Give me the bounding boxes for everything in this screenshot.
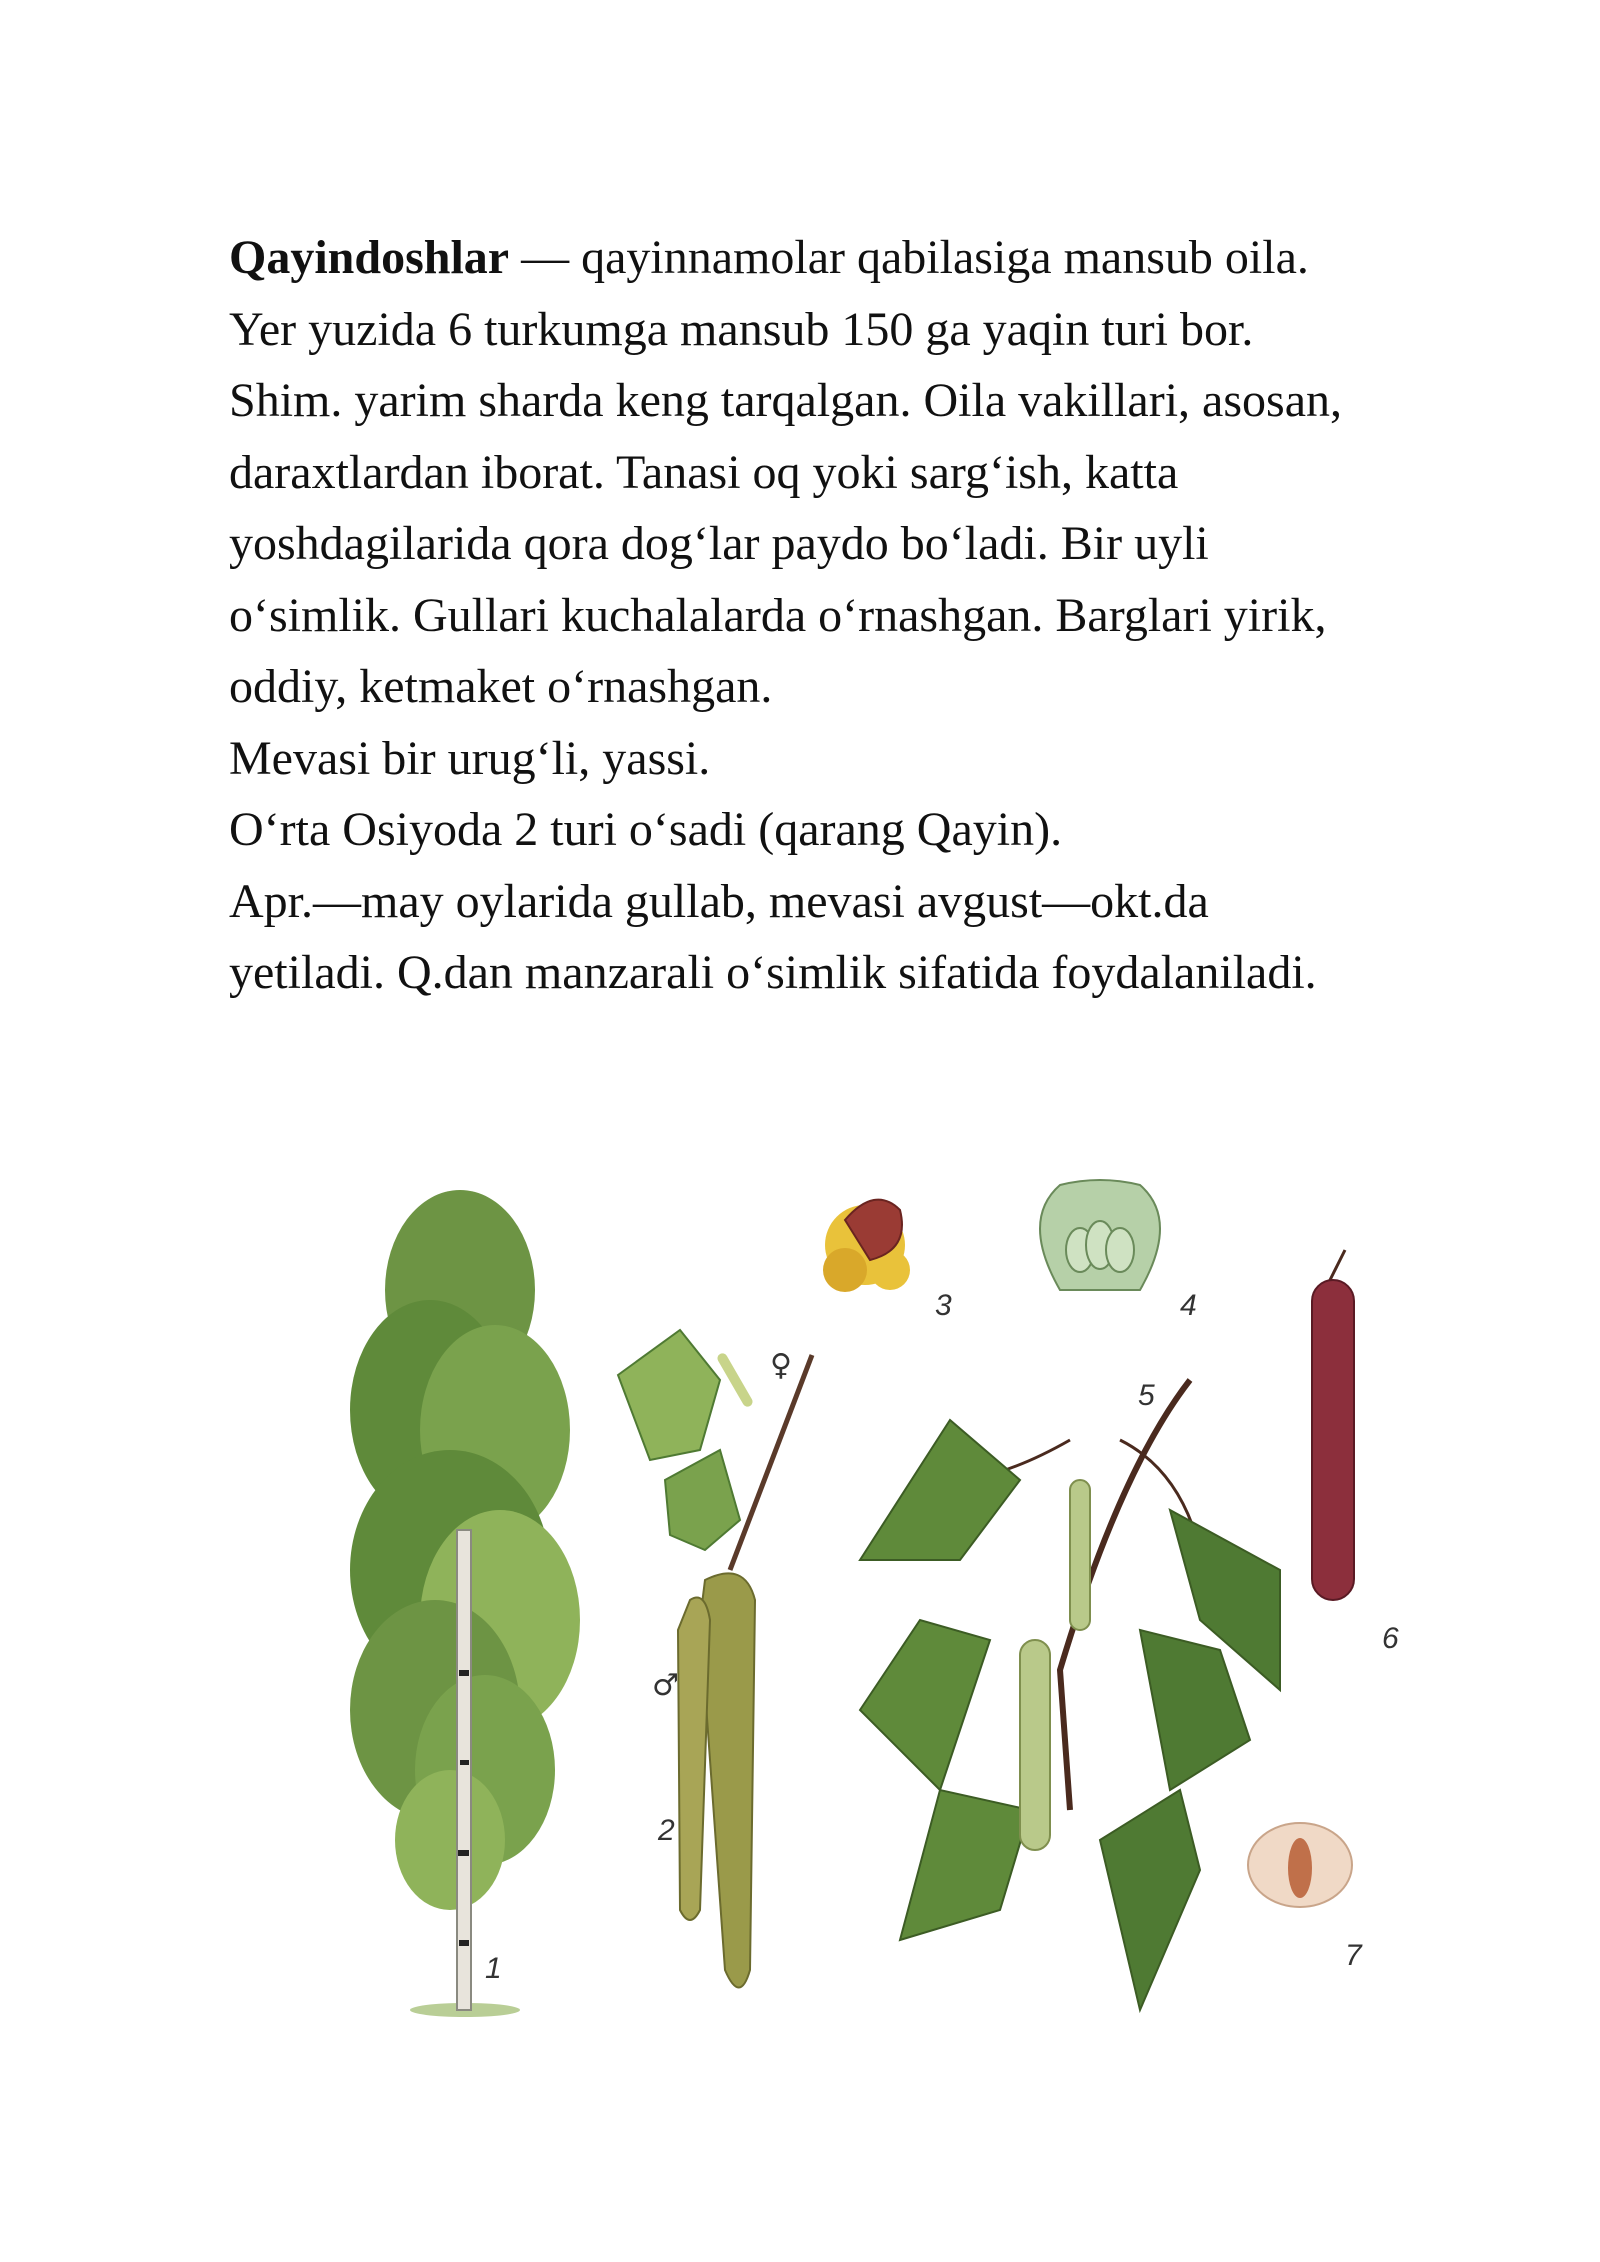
article-line: oddiy, ketmaket oʻrnashgan.	[229, 660, 773, 713]
figure-label-2: 2	[658, 1814, 675, 1847]
article-line: yetiladi. Q.dan manzarali oʻsimlik sifatida foydalaniladi.	[229, 946, 1317, 999]
male-symbol: ♂	[652, 1668, 679, 1703]
winged-seed-figure	[1248, 1823, 1363, 1972]
figure-label-7: 7	[1345, 1939, 1362, 1972]
figure-label-4: 4	[1180, 1289, 1197, 1322]
female-symbol: ♀	[770, 1348, 792, 1383]
article-line: Mevasi bir urugʻli, yassi.	[229, 731, 711, 785]
figure-label-5: 5	[1138, 1379, 1155, 1412]
birch-illustration	[300, 1150, 1450, 2020]
flower-detail-figure	[823, 1200, 952, 1322]
red-catkin-figure	[1312, 1250, 1399, 1655]
article-line: oʻsimlik. Gullari kuchalalarda oʻrnashgan. Barglari yirik,	[229, 588, 1327, 642]
article-line: Oʻrta Osiyoda 2 turi oʻsadi (qarang Qayin).	[229, 803, 1063, 856]
article-line: yoshdagilarida qora dogʻlar paydo boʻladi. Bir uyli	[229, 517, 1209, 570]
article-line: daraxtlardan iborat. Tanasi oq yoki sargʻish, katta	[229, 445, 1179, 499]
article-line: Yer yuzida 6 turkumga mansub 150 ga yaqin turi bor.	[229, 302, 1254, 356]
figure-label-3: 3	[935, 1289, 952, 1322]
article-line: Shim. yarim sharda keng tarqalgan. Oila vakillari, asosan,	[229, 374, 1343, 427]
article-first-line	[229, 222, 1529, 294]
article-title: Qayindoshlar	[229, 231, 510, 284]
branch-catkin-figure	[618, 1330, 812, 1988]
article-title-rest: — qayinnamolar qabilasiga mansub oila.	[509, 231, 1309, 284]
article-line: Apr.—may oylarida gullab, mevasi avgust—okt.da	[229, 874, 1209, 928]
leafy-branch-figure	[860, 1379, 1280, 2010]
birch-tree-figure	[350, 1190, 580, 2017]
figure-label-1: 1	[485, 1952, 502, 1985]
article-text	[229, 222, 1529, 1009]
figure-label-6: 6	[1382, 1622, 1399, 1655]
bract-detail-figure	[1040, 1180, 1197, 1322]
